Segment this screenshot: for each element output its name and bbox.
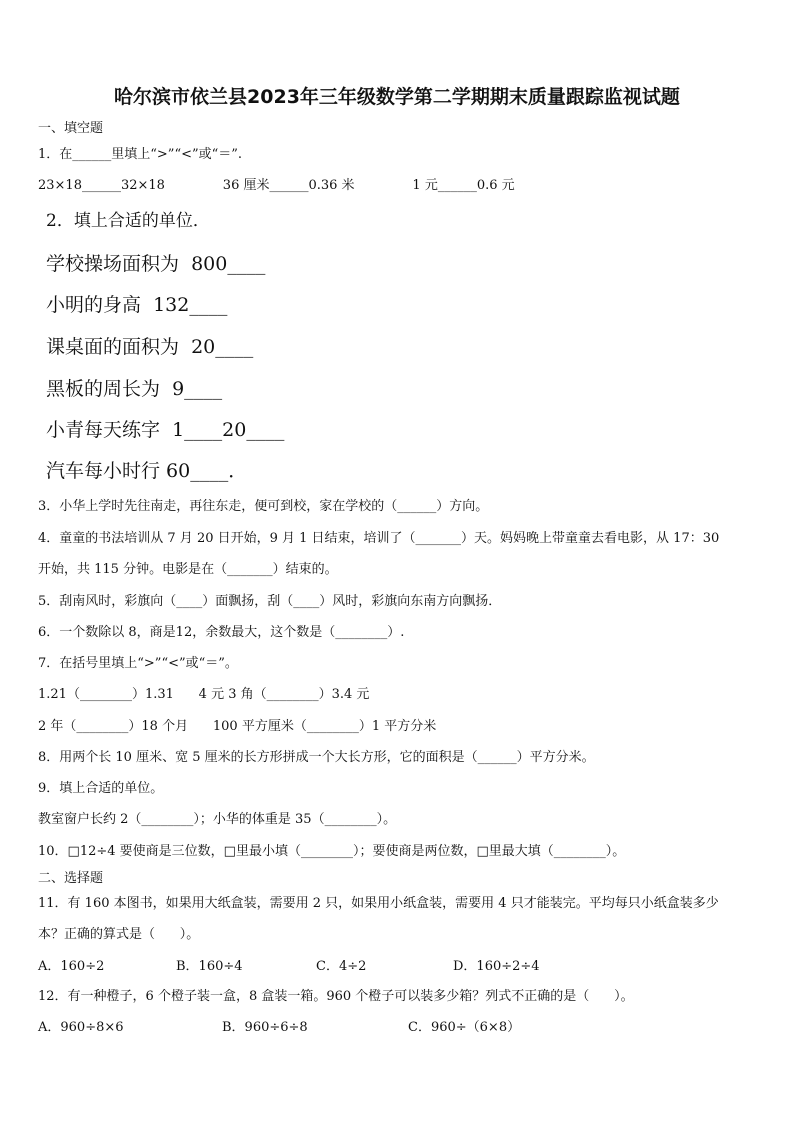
- question-11-option-b: B．160÷4: [176, 959, 243, 974]
- question-2-item: 学校操场面积为 800____: [46, 253, 266, 275]
- question-2-item: 小青每天练字 1____20____: [46, 419, 285, 441]
- question-3: 3．小华上学时先往南走，再往东走，便可到校，家在学校的（______）方向。: [38, 499, 489, 514]
- section-heading-fill-blank: 一、填空题: [38, 121, 104, 136]
- question-2-item: 小明的身高 132____: [46, 294, 228, 316]
- question-5: 5．刮南风时，彩旗向（____）面飘扬，刮（____）风时，彩旗向东南方向飘扬．: [38, 594, 502, 609]
- question-11-option-c: C．4÷2: [316, 959, 367, 974]
- question-4-line-2: 开始，共 115 分钟。电影是在（_______）结束的。: [38, 562, 338, 577]
- question-2-item: 课桌面的面积为 20____: [46, 336, 254, 358]
- question-7-line-3: 2 年（________）18 个月 100 平方厘米（________）1 平方分米: [38, 719, 437, 734]
- page-title: 哈尔滨市依兰县2023年三年级数学第二学期期末质量跟踪监视试题: [114, 86, 680, 108]
- question-9-line-2: 教室窗户长约 2（________）；小华的体重是 35（________）。: [38, 812, 397, 827]
- question-4-line-1: 4．童童的书法培训从 7 月 20 日开始，9 月 1 日结束，培训了（_______）天。妈妈晚上带童童去看电影，从 17：30: [38, 531, 720, 546]
- question-11-option-d: D．160÷2÷4: [453, 959, 540, 974]
- question-10: 10．□12÷4 要使商是三位数，□里最小填（________）；要使商是两位数，□里最大填（________）。: [38, 844, 626, 859]
- question-2-stem: 2．填上合适的单位．: [46, 211, 210, 231]
- question-12-option-c: C．960÷（6×8）: [408, 1020, 521, 1035]
- question-12-option-a: A．960÷8×6: [38, 1020, 124, 1035]
- question-9-stem: 9．填上合适的单位。: [38, 781, 164, 796]
- section-heading-choice: 二、选择题: [38, 871, 104, 886]
- question-12-option-b: B．960÷6÷8: [222, 1020, 308, 1035]
- question-11-line-2: 本？正确的算式是（ ）。: [38, 927, 200, 942]
- question-6: 6．一个数除以 8，商是12，余数最大，这个数是（________）.: [38, 625, 405, 640]
- question-12-stem: 12．有一种橙子，6 个橙子装一盒，8 盒装一箱。960 个橙子可以装多少箱？列式不正确的是（ ）。: [38, 989, 634, 1004]
- question-2-item: 黑板的周长为 9____: [46, 378, 223, 400]
- question-11-line-1: 11．有 160 本图书，如果用大纸盒装，需要用 2 只，如果用小纸盒装，需要用 4 只才能装完。平均每只小纸盒装多少: [38, 896, 719, 911]
- question-2-item: 汽车每小时行 60____．: [46, 460, 248, 482]
- question-7-line-2: 1.21（________）1.31 4 元 3 角（________）3.4 元: [38, 687, 370, 702]
- question-1-stem: 1．在______里填上“>”“<”或“＝”.: [38, 147, 243, 162]
- question-7-stem: 7．在括号里填上“>”“<”或“＝”。: [38, 656, 238, 671]
- question-8: 8．用两个长 10 厘米、宽 5 厘米的长方形拼成一个大长方形，它的面积是（______）平方分米。: [38, 750, 595, 765]
- question-11-option-a: A．160÷2: [38, 959, 105, 974]
- question-1-items: 23×18______32×18 36 厘米______0.36 米 1 元______0.6 元: [38, 178, 515, 193]
